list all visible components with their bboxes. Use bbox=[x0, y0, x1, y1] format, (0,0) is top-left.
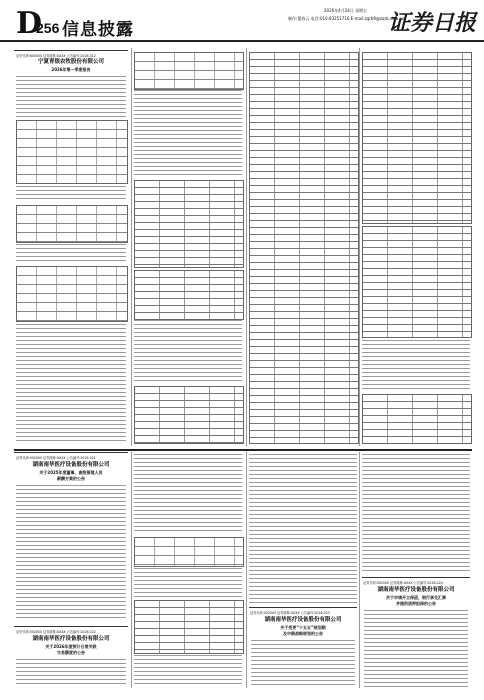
article-rule bbox=[14, 626, 128, 627]
newspaper-logo: 证券日报 bbox=[388, 10, 477, 36]
column-divider bbox=[246, 48, 247, 446]
section-number: 256 bbox=[36, 20, 60, 36]
body-text bbox=[364, 610, 468, 687]
transaction-table bbox=[134, 537, 244, 567]
article-code-line: 证券代码:002000 证券简称:XXXX 公告编号:2026-024 bbox=[363, 581, 443, 585]
section-title: 信息披露 bbox=[62, 20, 134, 40]
financial-table bbox=[16, 120, 128, 184]
company-name: 湖南南华医疗设备股份有限公司 bbox=[32, 636, 110, 642]
body-text bbox=[16, 659, 126, 687]
article-rule bbox=[249, 607, 357, 608]
financial-table bbox=[16, 205, 128, 243]
body-text bbox=[251, 640, 355, 687]
body-text bbox=[134, 90, 242, 176]
report-title: 2026年第一季度报告 bbox=[51, 67, 91, 72]
body-text bbox=[134, 454, 242, 534]
column-divider bbox=[246, 452, 247, 688]
column-divider bbox=[359, 48, 360, 446]
report-title: 关于申请开立保函、银行承兑汇票 bbox=[386, 595, 446, 600]
editor-line: 制作:董春云 电话:010-83251716 E-mail:zqrb9@zqrb.sina.net bbox=[288, 16, 407, 21]
report-title: 关于变更“十五五”规划期 bbox=[280, 625, 326, 630]
company-name: 宁夏青银农牧股份有限公司 bbox=[37, 59, 104, 65]
article-code-line: 证券代码:600000 证券简称:XXXX 公告编号:2026-012 bbox=[16, 54, 96, 58]
body-text bbox=[16, 485, 126, 621]
column-divider bbox=[131, 48, 132, 446]
company-name: 湖南南华医疗设备股份有限公司 bbox=[377, 587, 455, 593]
column-divider bbox=[131, 452, 132, 688]
body-text bbox=[16, 244, 126, 264]
income-statement-table bbox=[362, 52, 472, 224]
article-rule bbox=[14, 452, 128, 453]
article-rule bbox=[362, 577, 470, 578]
report-title: 交易额度的公告 bbox=[57, 650, 85, 655]
company-name: 湖南南华医疗设备股份有限公司 bbox=[32, 462, 110, 468]
body-text bbox=[16, 324, 126, 442]
report-title: 薪酬方案的公告 bbox=[57, 476, 85, 481]
company-name: 湖南南华医疗设备股份有限公司 bbox=[264, 617, 342, 623]
financial-table bbox=[134, 52, 244, 90]
column-divider bbox=[359, 452, 360, 688]
body-text bbox=[362, 454, 470, 574]
shareholder-table bbox=[134, 180, 244, 268]
masthead bbox=[0, 0, 484, 42]
cash-flow-table bbox=[362, 394, 472, 444]
article-code-line: 证券代码:002000 证券简称:XXXX 公告编号:2026-021 bbox=[16, 456, 96, 460]
body-text bbox=[16, 76, 126, 118]
financial-table bbox=[16, 266, 128, 322]
report-title: 关于2026年度预计日常关联 bbox=[45, 644, 97, 649]
article-code-line: 证券代码:002000 证券简称:XXXX 公告编号:2026-023 bbox=[250, 611, 330, 615]
body-text bbox=[16, 186, 126, 202]
article-rule bbox=[14, 50, 128, 51]
report-title: 及中期战略规划的公告 bbox=[283, 631, 323, 636]
body-text bbox=[249, 454, 357, 604]
section-letter: D bbox=[16, 6, 43, 41]
report-title: 关于2025年度董事、高级管理人员 bbox=[39, 470, 103, 475]
page-separator bbox=[14, 449, 472, 451]
balance-sheet-table bbox=[249, 52, 359, 444]
body-text bbox=[134, 655, 242, 687]
cash-flow-table bbox=[362, 226, 472, 338]
shareholder-table bbox=[134, 270, 244, 320]
transaction-table bbox=[134, 600, 244, 654]
date-line: 2026年4月24日 星期五 bbox=[324, 8, 368, 13]
balance-sheet-table bbox=[134, 386, 244, 444]
body-text bbox=[134, 320, 242, 384]
report-title: 并提供质押担保的公告 bbox=[396, 601, 436, 606]
article-code-line: 证券代码:002000 证券简称:XXXX 公告编号:2026-022 bbox=[16, 630, 96, 634]
body-text bbox=[362, 340, 470, 392]
page-body bbox=[14, 48, 472, 688]
body-text bbox=[134, 568, 242, 598]
